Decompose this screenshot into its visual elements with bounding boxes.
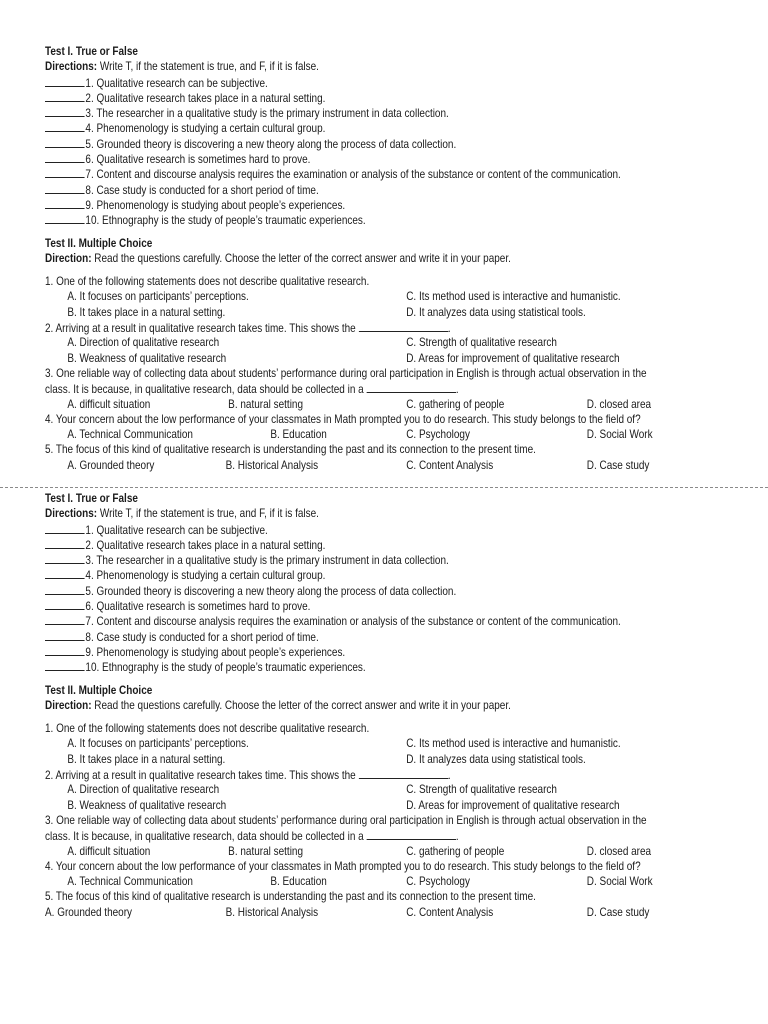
directions-label: Directions:: [45, 60, 98, 74]
answer-blank: [45, 659, 85, 671]
question-stem: 3. One reliable way of collecting data about students’ performance during oral participation in English is through actual observation in the: [45, 366, 647, 380]
tf-item: [45, 537, 647, 552]
question-stem: 4. Your concern about the low performance of your classmates in Math prompted you to do research. This study belongs to the field of?: [45, 859, 641, 873]
question-stem: 1. One of the following statements does not describe qualitative research.: [45, 722, 370, 736]
question-stem: 1. One of the following statements does not describe qualitative research.: [45, 275, 370, 289]
option-b: B. Education: [270, 428, 327, 442]
answer-blank: [45, 151, 85, 163]
tf-item-text: 9. Phenomenology is studying about people’s experiences.: [85, 198, 346, 212]
tf-item-text: 9. Phenomenology is studying about people’s experiences.: [85, 645, 346, 659]
worksheet-copy-top: [45, 44, 653, 473]
answer-blank: [45, 522, 85, 534]
option-row: [45, 798, 647, 813]
tf-item-text: 5. Grounded theory is discovering a new theory along the process of data collection.: [85, 137, 457, 151]
tf-item: [45, 567, 647, 582]
tf-item-text: 1. Qualitative research can be subjective.: [85, 523, 268, 537]
tf-item: [45, 629, 647, 644]
option-a: A. Grounded theory: [45, 905, 133, 919]
directions-text: Write T, if the statement is true, and F, if it is false.: [97, 507, 319, 521]
option-b: B. natural setting: [228, 397, 304, 411]
option-row: [45, 874, 653, 889]
option-a: A. Grounded theory: [67, 458, 155, 472]
question-stem-text: 2. Arriving at a result in qualitative research takes time. This shows the: [45, 769, 356, 783]
option-d: D. closed area: [586, 844, 652, 858]
direction-label: Direction:: [45, 251, 92, 265]
tf-item-text: 1. Qualitative research can be subjective.: [85, 76, 268, 90]
test2-title: Test II. Multiple Choice: [45, 236, 153, 250]
test1-title: Test I. True or False: [45, 45, 138, 58]
tf-item-text: 3. The researcher in a qualitative study is the primary instrument in data collection.: [85, 554, 449, 568]
option-d: D. closed area: [586, 397, 652, 411]
question-stem-text: class. It is because, in qualitative research, data should be collected in a: [45, 830, 364, 844]
tf-item: [45, 644, 647, 659]
answer-blank: [45, 598, 85, 610]
question-stem-cont: [45, 828, 647, 843]
tf-item: [45, 151, 647, 166]
option-row: [45, 289, 647, 304]
tf-item-text: 8. Case study is conducted for a short period of time.: [85, 183, 319, 197]
option-c: C. Psychology: [406, 428, 470, 442]
option-d: D. Areas for improvement of qualitative research: [406, 798, 620, 812]
fill-blank: [366, 381, 455, 393]
worksheet-copy-bottom: [45, 491, 653, 920]
tf-item: [45, 75, 647, 90]
option-b: B. Weakness of qualitative research: [67, 351, 227, 365]
tf-item: [45, 197, 647, 212]
tf-item-text: 10. Ethnography is the study of people’s traumatic experiences.: [85, 661, 366, 675]
cut-line-divider: [0, 487, 768, 488]
option-d: D. Areas for improvement of qualitative research: [406, 351, 620, 365]
option-b: B. Education: [270, 875, 327, 889]
test2-direction: [45, 698, 647, 713]
option-a: A. It focuses on participants’ perceptions.: [67, 737, 249, 751]
answer-blank: [45, 537, 85, 549]
tf-item-text: 7. Content and discourse analysis requires the examination or analysis of the substance or content of the communication.: [85, 615, 621, 629]
option-d: D. It analyzes data using statistical tools.: [406, 305, 586, 319]
option-a: A. Direction of qualitative research: [67, 783, 220, 797]
option-b: B. Historical Analysis: [225, 458, 319, 472]
fill-blank: [358, 767, 447, 779]
tf-item: [45, 90, 647, 105]
tf-item: [45, 659, 647, 674]
option-row: [45, 752, 647, 767]
tf-item-text: 6. Qualitative research is sometimes hard to prove.: [85, 153, 311, 167]
question-stem: 5. The focus of this kind of qualitative research is understanding the past and its connection to the present time.: [45, 890, 536, 904]
option-d: D. Case study: [586, 905, 650, 919]
stem-end: .: [447, 322, 451, 336]
answer-blank: [45, 613, 85, 625]
question-stem: 5. The focus of this kind of qualitative research is understanding the past and its connection to the present time.: [45, 443, 536, 457]
test2-title: Test II. Multiple Choice: [45, 683, 153, 697]
tf-item-text: 10. Ethnography is the study of people’s traumatic experiences.: [85, 214, 366, 228]
option-b: B. It takes place in a natural setting.: [67, 752, 226, 766]
fill-blank: [358, 320, 447, 332]
direction-text: Read the questions carefully. Choose the letter of the correct answer and write it in your paper.: [91, 251, 511, 265]
stem-end: .: [455, 830, 459, 844]
directions-label: Directions:: [45, 507, 98, 521]
option-c: C. Psychology: [406, 875, 470, 889]
stem-end: .: [447, 769, 451, 783]
question-stem-text: class. It is because, in qualitative research, data should be collected in a: [45, 383, 364, 397]
option-c: C. Content Analysis: [406, 905, 494, 919]
tf-item-text: 5. Grounded theory is discovering a new theory along the process of data collection.: [85, 584, 457, 598]
test2-direction: [45, 251, 647, 266]
tf-item-text: 2. Qualitative research takes place in a natural setting.: [85, 91, 326, 105]
answer-blank: [45, 212, 85, 224]
tf-item: [45, 136, 647, 151]
option-a: A. difficult situation: [67, 397, 151, 411]
option-row: [45, 351, 647, 366]
option-row: [45, 335, 647, 350]
tf-item-text: 3. The researcher in a qualitative study is the primary instrument in data collection.: [85, 107, 449, 121]
option-c: C. Its method used is interactive and humanistic.: [406, 737, 621, 751]
option-d: D. Social Work: [586, 875, 653, 889]
option-d: D. Case study: [586, 458, 650, 472]
option-row: [45, 305, 647, 320]
option-c: C. Strength of qualitative research: [406, 336, 557, 350]
option-a: A. Technical Communication: [67, 428, 193, 442]
question-stem-cont: [45, 381, 647, 396]
answer-blank: [45, 567, 85, 579]
option-row: [45, 905, 650, 920]
tf-item-text: 4. Phenomenology is studying a certain cultural group.: [85, 569, 326, 583]
option-a: A. Direction of qualitative research: [67, 336, 220, 350]
question-stem: 3. One reliable way of collecting data about students’ performance during oral participation in English is through actual observation in the: [45, 813, 647, 827]
answer-blank: [45, 583, 85, 595]
question-stem: [45, 320, 647, 335]
option-row: [45, 397, 652, 412]
option-row: [45, 736, 647, 751]
tf-item: [45, 522, 647, 537]
answer-blank: [45, 197, 85, 209]
option-row: [45, 844, 652, 859]
tf-item-text: 2. Qualitative research takes place in a natural setting.: [85, 538, 326, 552]
option-c: C. Content Analysis: [406, 458, 494, 472]
option-a: A. difficult situation: [67, 844, 151, 858]
option-row: [45, 782, 647, 797]
tf-item-text: 6. Qualitative research is sometimes hard to prove.: [85, 600, 311, 614]
tf-item-text: 4. Phenomenology is studying a certain cultural group.: [85, 122, 326, 136]
option-a: A. It focuses on participants’ perceptions.: [67, 290, 249, 304]
answer-blank: [45, 75, 85, 87]
option-d: D. It analyzes data using statistical tools.: [406, 752, 586, 766]
tf-item: [45, 105, 647, 120]
tf-item: [45, 182, 647, 197]
option-c: C. gathering of people: [406, 397, 505, 411]
test1-title: Test I. True or False: [45, 492, 138, 505]
option-row: [45, 458, 650, 473]
stem-end: .: [455, 383, 459, 397]
answer-blank: [45, 166, 85, 178]
direction-label: Direction:: [45, 698, 92, 712]
answer-blank: [45, 136, 85, 148]
tf-item: [45, 613, 647, 628]
answer-blank: [45, 552, 85, 564]
answer-blank: [45, 120, 85, 132]
answer-blank: [45, 629, 85, 641]
answer-blank: [45, 90, 85, 102]
option-c: C. gathering of people: [406, 844, 505, 858]
tf-item-text: 7. Content and discourse analysis requires the examination or analysis of the substance or content of the communication.: [85, 168, 621, 182]
answer-blank: [45, 105, 85, 117]
tf-item: [45, 598, 647, 613]
tf-item: [45, 552, 647, 567]
option-b: B. Weakness of qualitative research: [67, 798, 227, 812]
tf-item: [45, 166, 647, 181]
option-c: C. Strength of qualitative research: [406, 783, 557, 797]
question-stem: 4. Your concern about the low performance of your classmates in Math prompted you to do research. This study belongs to the field of?: [45, 412, 641, 426]
test1-directions: [45, 59, 647, 74]
option-b: B. natural setting: [228, 844, 304, 858]
tf-item: [45, 583, 647, 598]
option-d: D. Social Work: [586, 428, 653, 442]
option-a: A. Technical Communication: [67, 875, 193, 889]
fill-blank: [366, 828, 455, 840]
tf-item-text: 8. Case study is conducted for a short period of time.: [85, 630, 319, 644]
answer-blank: [45, 644, 85, 656]
option-b: B. It takes place in a natural setting.: [67, 305, 226, 319]
tf-item: [45, 212, 647, 227]
tf-item: [45, 120, 647, 135]
answer-blank: [45, 182, 85, 194]
option-row: [45, 427, 653, 442]
option-c: C. Its method used is interactive and humanistic.: [406, 290, 621, 304]
question-stem: [45, 767, 647, 782]
question-stem-text: 2. Arriving at a result in qualitative research takes time. This shows the: [45, 322, 356, 336]
directions-text: Write T, if the statement is true, and F, if it is false.: [97, 60, 319, 74]
direction-text: Read the questions carefully. Choose the letter of the correct answer and write it in your paper.: [91, 698, 511, 712]
test1-directions: [45, 506, 647, 521]
option-b: B. Historical Analysis: [225, 905, 319, 919]
